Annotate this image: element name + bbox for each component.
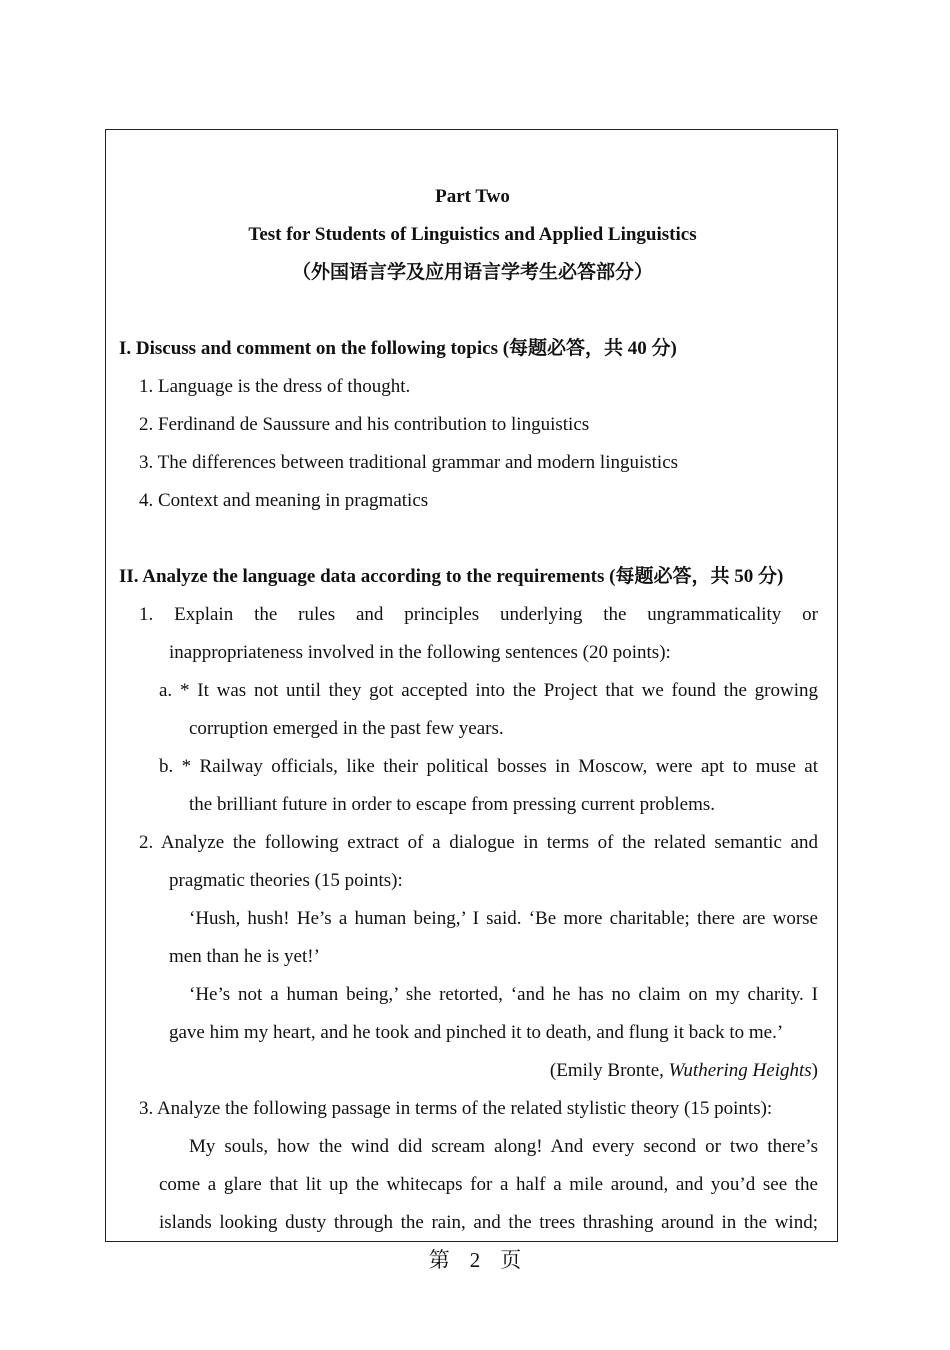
- q1-sentence-b: b. * Railway officials, like their political bosses in Moscow, were apt to muse at: [159, 756, 818, 777]
- q2-dialogue-1-cont: men than he is yet!’: [169, 946, 320, 967]
- q1-sentence-b-cont: the brilliant future in order to escape from pressing current problems.: [189, 794, 716, 815]
- test-title: Test for Students of Linguistics and Applied Linguistics: [248, 224, 697, 245]
- citation-author: (Emily Bronte,: [549, 1060, 669, 1081]
- q1-line1: 1. Explain the rules and principles underlying the ungrammaticality or: [139, 604, 818, 625]
- section1-item: 2. Ferdinand de Saussure and his contribution to linguistics: [139, 414, 590, 435]
- q2-line1: 2. Analyze the following extract of a dialogue in terms of the related semantic and: [139, 832, 818, 853]
- test-subtitle: （外国语言学及应用语言学考生必答部分）: [291, 262, 653, 283]
- citation-close: ): [811, 1060, 818, 1081]
- q2-dialogue-2: ‘He’s not a human being,’ she retorted, ‘and he has no claim on my charity. I: [189, 984, 818, 1005]
- part-label: Part Two: [435, 186, 510, 207]
- section1-item: 3. The differences between traditional grammar and modern linguistics: [139, 452, 679, 473]
- page-footer: [0, 1247, 950, 1273]
- section1-heading: I. Discuss and comment on the following topics (每题必答，共 40 分): [119, 338, 677, 359]
- citation-work: Wuthering Heights: [668, 1060, 812, 1081]
- footer-suffix: 页: [500, 1248, 522, 1272]
- page-number: 2: [469, 1248, 481, 1272]
- q2-dialogue-2-cont: gave him my heart, and he took and pinched it to death, and flung it back to me.’: [169, 1022, 784, 1043]
- q3-line1: 3. Analyze the following passage in terms of the related stylistic theory (15 points):: [139, 1098, 773, 1119]
- q2-citation: [119, 1059, 818, 1083]
- section1-item: 4. Context and meaning in pragmatics: [139, 490, 429, 511]
- q1-sentence-a: a. * It was not until they got accepted into the Project that we found the growing: [159, 680, 818, 701]
- q1-sentence-a-cont: corruption emerged in the past few years.: [189, 718, 504, 739]
- page-frame: [105, 129, 838, 1242]
- q3-passage-3: islands looking dusty through the rain, and the trees thrashing around in the wind;: [159, 1212, 818, 1233]
- section1-item: 1. Language is the dress of thought.: [139, 376, 411, 397]
- q2-line2: pragmatic theories (15 points):: [169, 870, 403, 891]
- q2-dialogue-1: ‘Hush, hush! He’s a human being,’ I said. ‘Be more charitable; there are worse: [189, 908, 818, 929]
- q3-passage-2: come a glare that lit up the whitecaps for a half a mile around, and you’d see the: [159, 1174, 818, 1195]
- q3-passage-1: My souls, how the wind did scream along! And every second or two there’s: [189, 1136, 818, 1157]
- section2-heading: II. Analyze the language data according to the requirements (每题必答，共 50 分): [119, 566, 784, 587]
- q1-line2: inappropriateness involved in the following sentences (20 points):: [169, 642, 671, 663]
- footer-prefix: 第: [428, 1248, 450, 1272]
